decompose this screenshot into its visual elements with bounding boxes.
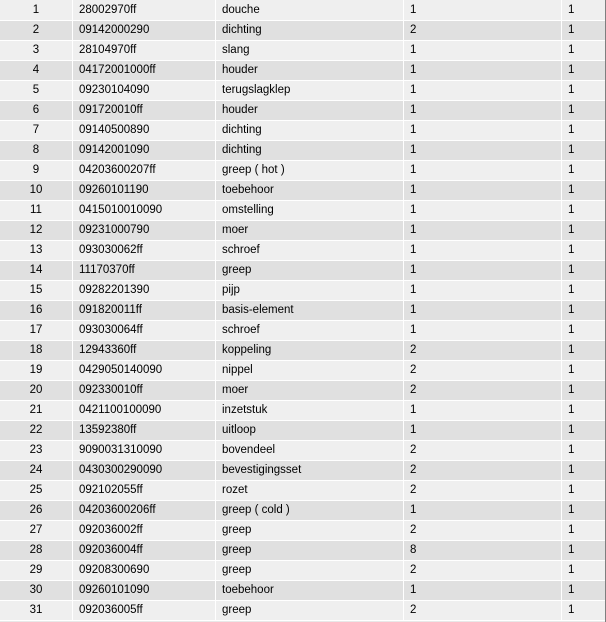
cell-index: 27 bbox=[0, 520, 73, 540]
cell-quantity: 2 bbox=[404, 440, 562, 460]
table-row[interactable] bbox=[0, 420, 606, 440]
cell-unit: 1 bbox=[562, 20, 606, 40]
cell-quantity: 1 bbox=[404, 60, 562, 80]
cell-description: bovendeel bbox=[216, 440, 404, 460]
cell-quantity: 1 bbox=[404, 200, 562, 220]
cell-unit: 1 bbox=[562, 140, 606, 160]
cell-description: bevestigingsset bbox=[216, 460, 404, 480]
table-row[interactable] bbox=[0, 0, 606, 20]
cell-code: 092036004ff bbox=[73, 540, 216, 560]
table-row[interactable] bbox=[0, 280, 606, 300]
table-row[interactable] bbox=[0, 180, 606, 200]
cell-description: douche bbox=[216, 0, 404, 20]
cell-description: greep bbox=[216, 260, 404, 280]
cell-code: 091820011ff bbox=[73, 300, 216, 320]
cell-index: 18 bbox=[0, 340, 73, 360]
cell-code: 9090031310090 bbox=[73, 440, 216, 460]
cell-index: 20 bbox=[0, 380, 73, 400]
cell-description: moer bbox=[216, 220, 404, 240]
cell-index: 22 bbox=[0, 420, 73, 440]
cell-description: terugslagklep bbox=[216, 80, 404, 100]
cell-unit: 1 bbox=[562, 480, 606, 500]
cell-index: 3 bbox=[0, 40, 73, 60]
cell-description: rozet bbox=[216, 480, 404, 500]
cell-quantity: 1 bbox=[404, 240, 562, 260]
cell-quantity: 1 bbox=[404, 400, 562, 420]
cell-code: 09208300690 bbox=[73, 560, 216, 580]
cell-quantity: 1 bbox=[404, 140, 562, 160]
cell-description: pijp bbox=[216, 280, 404, 300]
cell-quantity: 1 bbox=[404, 420, 562, 440]
cell-index: 5 bbox=[0, 80, 73, 100]
cell-index: 1 bbox=[0, 0, 73, 20]
table-row[interactable] bbox=[0, 440, 606, 460]
cell-code: 04203600207ff bbox=[73, 160, 216, 180]
cell-unit: 1 bbox=[562, 380, 606, 400]
table-row[interactable] bbox=[0, 160, 606, 180]
cell-unit: 1 bbox=[562, 340, 606, 360]
cell-quantity: 1 bbox=[404, 300, 562, 320]
cell-unit: 1 bbox=[562, 420, 606, 440]
cell-quantity: 2 bbox=[404, 20, 562, 40]
cell-index: 31 bbox=[0, 600, 73, 620]
table-row[interactable] bbox=[0, 580, 606, 600]
cell-index: 24 bbox=[0, 460, 73, 480]
cell-description: dichting bbox=[216, 20, 404, 40]
cell-code: 09231000790 bbox=[73, 220, 216, 240]
cell-quantity: 1 bbox=[404, 180, 562, 200]
cell-description: greep bbox=[216, 520, 404, 540]
table-row[interactable] bbox=[0, 40, 606, 60]
table-row[interactable] bbox=[0, 500, 606, 520]
cell-code: 09142000290 bbox=[73, 20, 216, 40]
cell-code: 04172001000ff bbox=[73, 60, 216, 80]
cell-unit: 1 bbox=[562, 40, 606, 60]
cell-description: schroef bbox=[216, 240, 404, 260]
cell-quantity: 1 bbox=[404, 40, 562, 60]
cell-unit: 1 bbox=[562, 500, 606, 520]
cell-quantity: 1 bbox=[404, 580, 562, 600]
cell-description: greep ( hot ) bbox=[216, 160, 404, 180]
cell-unit: 1 bbox=[562, 600, 606, 620]
cell-unit: 1 bbox=[562, 280, 606, 300]
cell-unit: 1 bbox=[562, 540, 606, 560]
cell-description: inzetstuk bbox=[216, 400, 404, 420]
cell-index: 7 bbox=[0, 120, 73, 140]
cell-unit: 1 bbox=[562, 220, 606, 240]
cell-unit: 1 bbox=[562, 320, 606, 340]
cell-quantity: 1 bbox=[404, 320, 562, 340]
cell-unit: 1 bbox=[562, 400, 606, 420]
cell-code: 09282201390 bbox=[73, 280, 216, 300]
table-row[interactable] bbox=[0, 380, 606, 400]
cell-unit: 1 bbox=[562, 60, 606, 80]
cell-quantity: 1 bbox=[404, 100, 562, 120]
table-row[interactable] bbox=[0, 400, 606, 420]
cell-quantity: 8 bbox=[404, 540, 562, 560]
cell-description: nippel bbox=[216, 360, 404, 380]
cell-index: 26 bbox=[0, 500, 73, 520]
cell-index: 10 bbox=[0, 180, 73, 200]
table-row[interactable] bbox=[0, 120, 606, 140]
cell-code: 28104970ff bbox=[73, 40, 216, 60]
table-row[interactable] bbox=[0, 360, 606, 380]
table-row[interactable] bbox=[0, 80, 606, 100]
cell-unit: 1 bbox=[562, 300, 606, 320]
cell-quantity: 2 bbox=[404, 520, 562, 540]
cell-index: 14 bbox=[0, 260, 73, 280]
cell-quantity: 1 bbox=[404, 120, 562, 140]
cell-description: uitloop bbox=[216, 420, 404, 440]
table-row[interactable] bbox=[0, 300, 606, 320]
cell-code: 093030062ff bbox=[73, 240, 216, 260]
cell-description: greep bbox=[216, 540, 404, 560]
cell-unit: 1 bbox=[562, 0, 606, 20]
cell-code: 092102055ff bbox=[73, 480, 216, 500]
cell-description: dichting bbox=[216, 120, 404, 140]
cell-unit: 1 bbox=[562, 100, 606, 120]
table-row[interactable] bbox=[0, 460, 606, 480]
cell-description: toebehoor bbox=[216, 580, 404, 600]
cell-unit: 1 bbox=[562, 260, 606, 280]
cell-index: 12 bbox=[0, 220, 73, 240]
cell-quantity: 2 bbox=[404, 380, 562, 400]
cell-quantity: 2 bbox=[404, 480, 562, 500]
cell-unit: 1 bbox=[562, 580, 606, 600]
table-row[interactable] bbox=[0, 600, 606, 620]
cell-quantity: 2 bbox=[404, 460, 562, 480]
table-row[interactable] bbox=[0, 140, 606, 160]
cell-code: 09260101190 bbox=[73, 180, 216, 200]
table-row[interactable] bbox=[0, 480, 606, 500]
table-row[interactable] bbox=[0, 100, 606, 120]
cell-quantity: 1 bbox=[404, 280, 562, 300]
cell-description: basis-element bbox=[216, 300, 404, 320]
cell-index: 17 bbox=[0, 320, 73, 340]
cell-description: greep bbox=[216, 600, 404, 620]
cell-index: 25 bbox=[0, 480, 73, 500]
cell-code: 092036005ff bbox=[73, 600, 216, 620]
cell-code: 09140500890 bbox=[73, 120, 216, 140]
cell-index: 21 bbox=[0, 400, 73, 420]
cell-code: 092330010ff bbox=[73, 380, 216, 400]
cell-unit: 1 bbox=[562, 80, 606, 100]
cell-quantity: 2 bbox=[404, 340, 562, 360]
table-row[interactable] bbox=[0, 340, 606, 360]
cell-quantity: 1 bbox=[404, 500, 562, 520]
cell-code: 09260101090 bbox=[73, 580, 216, 600]
table-row[interactable] bbox=[0, 240, 606, 260]
cell-description: koppeling bbox=[216, 340, 404, 360]
cell-index: 6 bbox=[0, 100, 73, 120]
cell-unit: 1 bbox=[562, 160, 606, 180]
table-row[interactable] bbox=[0, 260, 606, 280]
cell-quantity: 2 bbox=[404, 360, 562, 380]
cell-description: dichting bbox=[216, 140, 404, 160]
cell-index: 29 bbox=[0, 560, 73, 580]
cell-quantity: 1 bbox=[404, 0, 562, 20]
table-row[interactable] bbox=[0, 20, 606, 40]
cell-description: toebehoor bbox=[216, 180, 404, 200]
cell-index: 13 bbox=[0, 240, 73, 260]
cell-code: 28002970ff bbox=[73, 0, 216, 20]
cell-description: slang bbox=[216, 40, 404, 60]
cell-unit: 1 bbox=[562, 460, 606, 480]
cell-code: 11170370ff bbox=[73, 260, 216, 280]
cell-code: 13592380ff bbox=[73, 420, 216, 440]
cell-index: 2 bbox=[0, 20, 73, 40]
cell-unit: 1 bbox=[562, 120, 606, 140]
cell-code: 0430300290090 bbox=[73, 460, 216, 480]
cell-quantity: 1 bbox=[404, 160, 562, 180]
cell-quantity: 2 bbox=[404, 560, 562, 580]
cell-quantity: 1 bbox=[404, 80, 562, 100]
cell-index: 28 bbox=[0, 540, 73, 560]
cell-unit: 1 bbox=[562, 560, 606, 580]
cell-code: 09142001090 bbox=[73, 140, 216, 160]
cell-quantity: 1 bbox=[404, 260, 562, 280]
cell-index: 8 bbox=[0, 140, 73, 160]
cell-code: 04203600206ff bbox=[73, 500, 216, 520]
table-row[interactable] bbox=[0, 320, 606, 340]
cell-unit: 1 bbox=[562, 180, 606, 200]
cell-index: 30 bbox=[0, 580, 73, 600]
cell-index: 19 bbox=[0, 360, 73, 380]
cell-code: 0415010010090 bbox=[73, 200, 216, 220]
cell-description: houder bbox=[216, 60, 404, 80]
cell-index: 23 bbox=[0, 440, 73, 460]
cell-index: 4 bbox=[0, 60, 73, 80]
cell-quantity: 1 bbox=[404, 220, 562, 240]
cell-index: 16 bbox=[0, 300, 73, 320]
cell-code: 093030064ff bbox=[73, 320, 216, 340]
cell-quantity: 2 bbox=[404, 600, 562, 620]
table-row[interactable] bbox=[0, 540, 606, 560]
cell-code: 091720010ff bbox=[73, 100, 216, 120]
cell-index: 9 bbox=[0, 160, 73, 180]
cell-unit: 1 bbox=[562, 440, 606, 460]
cell-code: 092036002ff bbox=[73, 520, 216, 540]
cell-description: greep bbox=[216, 560, 404, 580]
table-row[interactable] bbox=[0, 200, 606, 220]
cell-description: greep ( cold ) bbox=[216, 500, 404, 520]
cell-index: 11 bbox=[0, 200, 73, 220]
cell-description: omstelling bbox=[216, 200, 404, 220]
table-row[interactable] bbox=[0, 520, 606, 540]
cell-unit: 1 bbox=[562, 240, 606, 260]
cell-code: 0429050140090 bbox=[73, 360, 216, 380]
cell-code: 12943360ff bbox=[73, 340, 216, 360]
table-row[interactable] bbox=[0, 560, 606, 580]
cell-index: 15 bbox=[0, 280, 73, 300]
table-row[interactable] bbox=[0, 220, 606, 240]
table-row[interactable] bbox=[0, 60, 606, 80]
cell-unit: 1 bbox=[562, 200, 606, 220]
cell-description: schroef bbox=[216, 320, 404, 340]
cell-code: 09230104090 bbox=[73, 80, 216, 100]
cell-unit: 1 bbox=[562, 520, 606, 540]
cell-description: houder bbox=[216, 100, 404, 120]
cell-code: 0421100100090 bbox=[73, 400, 216, 420]
cell-unit: 1 bbox=[562, 360, 606, 380]
cell-description: moer bbox=[216, 380, 404, 400]
